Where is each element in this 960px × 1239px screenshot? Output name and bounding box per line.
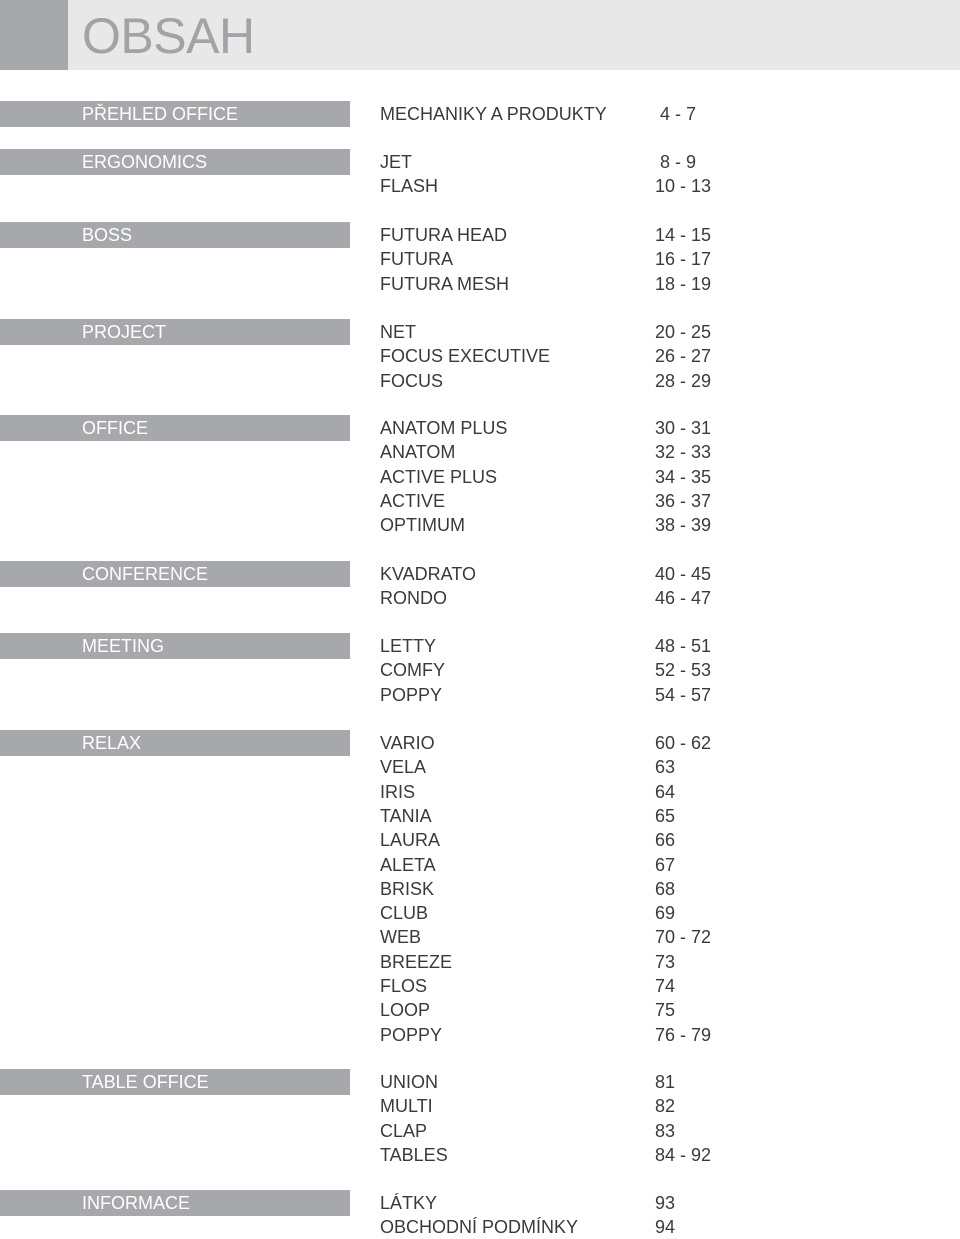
product-name: JET xyxy=(380,152,413,172)
product-name: POPPY xyxy=(380,1024,443,1045)
product-name: VELA xyxy=(380,757,427,778)
page-range: 67 xyxy=(655,854,676,875)
toc-entry xyxy=(0,247,960,271)
product-name: FLOS xyxy=(380,976,428,996)
page-range: 28 - 29 xyxy=(655,370,712,391)
page-range: 84 - 92 xyxy=(655,1144,712,1165)
toc-entry xyxy=(0,853,960,877)
page-range: 40 - 45 xyxy=(655,564,712,584)
product-name: BRISK xyxy=(380,878,435,899)
product-name: FUTURA xyxy=(380,249,453,270)
toc-entry xyxy=(0,489,960,513)
product-name: FLASH xyxy=(380,176,439,197)
product-name: ALETA xyxy=(380,854,436,875)
page-range: 64 xyxy=(655,781,676,802)
toc-entry xyxy=(0,369,960,393)
page-range: 65 xyxy=(655,805,676,826)
product-name: CLAP xyxy=(380,1120,428,1141)
toc-entry xyxy=(0,1070,960,1094)
toc-entry xyxy=(0,1119,960,1143)
product-name: ACTIVE PLUS xyxy=(380,466,498,487)
page-range: 66 xyxy=(655,830,676,851)
toc-entry xyxy=(0,828,960,852)
toc-entry xyxy=(0,150,960,174)
product-name: OBCHODNÍ PODMÍNKY xyxy=(380,1217,579,1238)
section-label: INFORMACE xyxy=(82,1193,190,1213)
toc-entry xyxy=(0,1023,960,1047)
section-label: CONFERENCE xyxy=(82,564,209,584)
section-label: RELAX xyxy=(82,733,142,753)
product-name: CLUB xyxy=(380,903,429,924)
toc-entry xyxy=(0,586,960,610)
toc-entry xyxy=(0,174,960,198)
product-name: MECHANIKY A PRODUKTY xyxy=(380,104,607,124)
page-range: 10 - 13 xyxy=(655,176,712,197)
page-range: 63 xyxy=(655,757,676,778)
toc-entry xyxy=(0,223,960,247)
page-range: 83 xyxy=(655,1120,676,1141)
page-range: 73 xyxy=(655,951,676,972)
toc-entry xyxy=(0,901,960,925)
page-range: 34 - 35 xyxy=(655,466,712,487)
section-label: ERGONOMICS xyxy=(82,152,208,172)
page-range: 81 xyxy=(655,1072,676,1092)
toc-entry xyxy=(0,804,960,828)
toc-entry xyxy=(0,780,960,804)
product-name: ANATOM PLUS xyxy=(380,418,508,438)
toc-entry xyxy=(0,562,960,586)
section-label: OFFICE xyxy=(82,418,148,438)
page-range: 36 - 37 xyxy=(655,490,712,511)
toc-entry xyxy=(0,272,960,296)
page-range: 4 - 7 xyxy=(655,104,697,124)
page-range: 46 - 47 xyxy=(655,588,712,609)
page-range: 30 - 31 xyxy=(655,418,712,438)
toc-entry xyxy=(0,974,960,998)
page-range: 68 xyxy=(655,878,676,899)
section-label: MEETING xyxy=(82,636,165,656)
product-name: TABLES xyxy=(380,1144,448,1165)
page-range: 20 - 25 xyxy=(655,322,712,342)
product-name: NET xyxy=(380,322,416,342)
toc-entry xyxy=(0,1094,960,1118)
product-name: LETTY xyxy=(380,636,437,656)
section-label: TABLE OFFICE xyxy=(82,1072,209,1092)
toc-entry xyxy=(0,634,960,658)
page-range: 14 - 15 xyxy=(655,225,712,245)
page-range: 16 - 17 xyxy=(655,249,712,270)
toc-entry xyxy=(0,658,960,682)
toc-entry xyxy=(0,731,960,755)
page-range: 54 - 57 xyxy=(655,684,712,705)
product-name: IRIS xyxy=(380,781,416,802)
section-label: PROJECT xyxy=(82,322,167,342)
product-name: LAURA xyxy=(380,830,441,851)
product-name: POPPY xyxy=(380,684,443,705)
page-range: 52 - 53 xyxy=(655,660,712,681)
toc-entry xyxy=(0,877,960,901)
toc-entry xyxy=(0,998,960,1022)
page-range: 48 - 51 xyxy=(655,636,712,656)
toc-entry xyxy=(0,683,960,707)
toc-entry xyxy=(0,102,960,126)
product-name: OPTIMUM xyxy=(380,515,465,536)
product-name: LÁTKY xyxy=(380,1193,438,1213)
page-title: OBSAH xyxy=(82,8,255,64)
page-range: 38 - 39 xyxy=(655,515,712,536)
product-name: LOOP xyxy=(380,1000,431,1021)
page-range: 74 xyxy=(655,976,676,996)
toc-entry xyxy=(0,950,960,974)
product-name: RONDO xyxy=(380,588,447,609)
product-name: MULTI xyxy=(380,1096,433,1117)
product-name: FUTURA HEAD xyxy=(380,225,508,245)
toc-entry xyxy=(0,513,960,537)
page-range: 94 xyxy=(655,1217,676,1238)
toc-entry xyxy=(0,465,960,489)
page-range: 26 - 27 xyxy=(655,346,712,367)
section-label: BOSS xyxy=(82,225,133,245)
product-name: FOCUS xyxy=(380,370,443,391)
toc-entry xyxy=(0,416,960,440)
page-range: 93 xyxy=(655,1193,676,1213)
product-name: FOCUS EXECUTIVE xyxy=(380,346,551,367)
product-name: ACTIVE xyxy=(380,490,446,511)
product-name: COMFY xyxy=(380,660,445,681)
page-range: 32 - 33 xyxy=(655,442,712,463)
toc-entry xyxy=(0,320,960,344)
toc-entry xyxy=(0,755,960,779)
product-name: UNION xyxy=(380,1072,438,1092)
toc-entry xyxy=(0,1143,960,1167)
product-name: VARIO xyxy=(380,733,435,753)
toc-entry xyxy=(0,344,960,368)
product-name: TANIA xyxy=(380,805,432,826)
product-name: FUTURA MESH xyxy=(380,273,510,294)
toc-entry xyxy=(0,925,960,949)
product-name: WEB xyxy=(380,927,422,948)
toc-entry xyxy=(0,440,960,464)
product-name: ANATOM xyxy=(380,442,456,463)
page-range: 70 - 72 xyxy=(655,927,712,948)
product-name: KVADRATO xyxy=(380,564,477,584)
product-name: BREEZE xyxy=(380,951,453,972)
section-label: PŘEHLED OFFICE xyxy=(82,104,239,124)
page-range: 18 - 19 xyxy=(655,273,712,294)
page-range: 76 - 79 xyxy=(655,1024,712,1045)
page-range: 8 - 9 xyxy=(655,152,697,172)
page-range: 60 - 62 xyxy=(655,733,712,753)
page-range: 69 xyxy=(655,903,676,924)
page-range: 82 xyxy=(655,1096,676,1117)
toc-entry xyxy=(0,1191,960,1215)
page-range: 75 xyxy=(655,1000,676,1021)
toc-entry xyxy=(0,1215,960,1239)
